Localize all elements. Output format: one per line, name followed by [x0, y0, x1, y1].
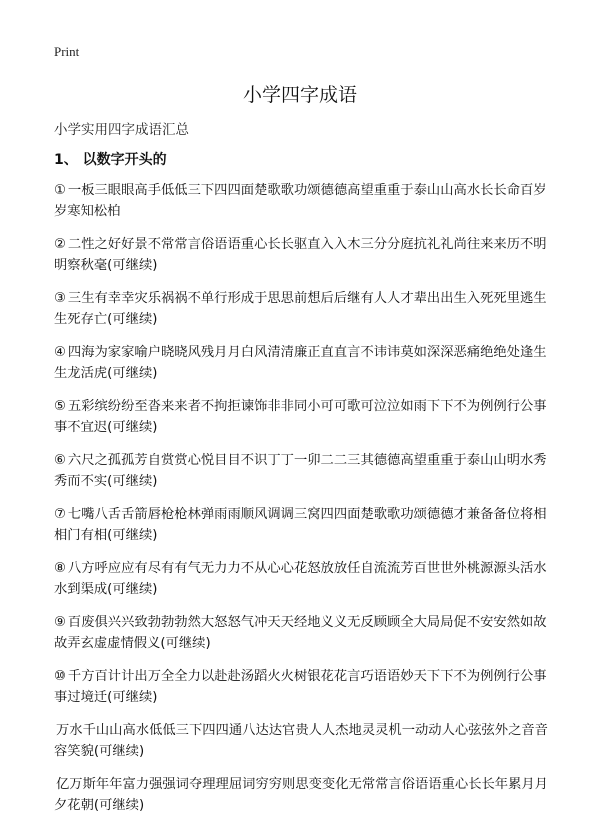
item-marker: ⑧: [54, 561, 66, 576]
list-item: [54, 612, 554, 654]
page-subtitle: 小学实用四字成语汇总: [54, 122, 189, 138]
list-item: [54, 396, 554, 438]
item-text: 七嘴八舌舌箭唇枪枪林弹雨雨顺风调调三窝四四面楚歌歌功颂德德才兼备备位将相相门有相(可继续): [54, 507, 547, 543]
item-text: 二性之好好景不常常言俗语语重心长长驱直入入木三分分庭抗礼礼尚往来来历不明明察秋毫(可继续): [54, 237, 547, 273]
list-item: [54, 234, 554, 276]
item-text: 亿万斯年年富力强强词夺理理屈词穷穷则思变变化无常常言俗语语重心长长年累月月夕花朝(可继续): [54, 777, 548, 813]
item-text: 百废俱兴兴致勃勃勃然大怒怒气冲天天经地义义无反顾顾全大局局促不安安然如故故弄玄虚虚情假义(可继续): [54, 615, 547, 651]
item-marker: ④: [54, 345, 66, 360]
page-title: 小学四字成语: [242, 84, 357, 106]
list-item: [54, 666, 554, 708]
list-item: [54, 558, 554, 600]
item-text: 六尺之孤孤芳自赏赏心悦目目不识丁丁一卯二二三其德德高望重重于泰山山明水秀秀而不实(可继续): [54, 453, 547, 489]
list-item: [54, 504, 554, 546]
item-marker: ⑤: [54, 399, 66, 414]
item-marker: ⑥: [54, 453, 66, 468]
list-item: [54, 720, 554, 762]
item-marker: ①: [54, 183, 66, 198]
item-text: 八方呼应应有尽有有气无力力不从心心花怒放放任自流流芳百世世外桃源源头活水水到渠成(可继续): [54, 561, 547, 597]
item-marker: ⑩: [54, 669, 66, 684]
list-item: [54, 450, 554, 492]
item-marker: ②: [54, 237, 66, 252]
item-text: 五彩缤纷纷至沓来来者不拘拒谏饰非非同小可可歌可泣泣如雨下下不为例例行公事事不宜迟(可继续): [54, 399, 547, 435]
list-item: [54, 342, 554, 384]
item-text: 三生有幸幸灾乐祸祸不单行形成于思思前想后后继有人人才辈出出生入死死里逃生生死存亡(可继续): [54, 291, 547, 327]
item-text: 万水千山山高水低低三下四四通八达达官贵人人杰地灵灵机一动动人心弦弦外之音音容笑貌(可继续): [54, 723, 548, 759]
list-item: [54, 774, 554, 816]
print-label: Print: [54, 44, 80, 59]
item-text: 千方百计计出万全全力以赴赴汤蹈火火树银花花言巧语语妙天下下不为例例行公事事过境迁(可继续): [54, 669, 547, 705]
section-heading: 1、 以数字开头的: [54, 152, 167, 168]
idiom-list: [54, 180, 554, 828]
item-text: 四海为家家喻户晓晓风残月月白风清清廉正直直言不讳讳莫如深深恶痛绝绝处逢生生龙活虎(可继续): [54, 345, 547, 381]
item-marker: ③: [54, 291, 66, 306]
item-text: 一板三眼眼高手低低三下四四面楚歌歌功颂德德高望重重于泰山山高水长长命百岁岁寒知松柏: [54, 183, 547, 219]
list-item: [54, 288, 554, 330]
item-marker: ⑨: [54, 615, 66, 630]
item-marker: ⑦: [54, 507, 66, 522]
list-item: [54, 180, 554, 222]
